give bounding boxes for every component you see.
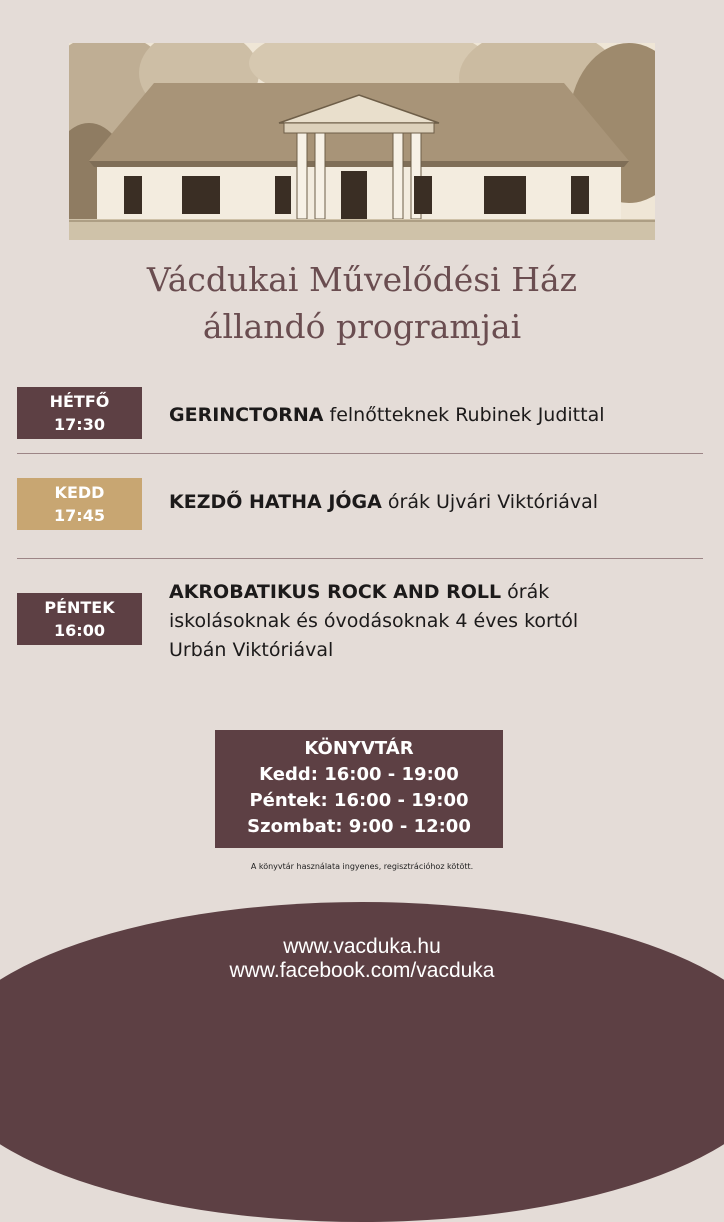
- building-illustration: [69, 43, 655, 240]
- facebook-link[interactable]: www.facebook.com/vacduka: [229, 959, 495, 982]
- program-item: [169, 401, 689, 430]
- page-subtitle: állandó programjai: [202, 307, 522, 346]
- divider: [17, 558, 703, 559]
- program-details-line: iskolásoknak és óvodásoknak 4 éves kortól: [169, 610, 579, 632]
- program-name: KEZDŐ HATHA JÓGA: [169, 491, 382, 513]
- library-hours-row: Kedd: 16:00 - 19:00: [259, 764, 459, 785]
- program-details: felnőtteknek Rubinek Judittal: [323, 404, 605, 426]
- badge-day: KEDD: [54, 483, 105, 502]
- program-name: AKROBATIKUS ROCK AND ROLL: [169, 581, 502, 603]
- library-title: KÖNYVTÁR: [304, 738, 414, 759]
- library-note: A könyvtár használata ingyenes, regisztrációhoz kötött.: [250, 862, 474, 871]
- library-hours-box: [215, 730, 503, 848]
- badge-day: PÉNTEK: [44, 598, 115, 617]
- program-item: [169, 578, 689, 665]
- program-details: órák Ujvári Viktóriával: [381, 491, 599, 513]
- program-details: órák: [501, 581, 550, 603]
- badge-day: HÉTFŐ: [49, 392, 110, 411]
- program-name: GERINCTORNA: [169, 404, 324, 426]
- badge-time: 17:30: [54, 415, 105, 434]
- library-hours-row: Péntek: 16:00 - 19:00: [249, 790, 469, 811]
- divider: [17, 453, 703, 454]
- library-hours-row: Szombat: 9:00 - 12:00: [247, 816, 471, 837]
- page-title: Vácdukai Művelődési Ház: [146, 260, 578, 299]
- website-link[interactable]: www.vacduka.hu: [283, 935, 441, 958]
- schedule-badge-friday: [17, 593, 142, 645]
- schedule-badge-monday: [17, 387, 142, 439]
- badge-time: 16:00: [54, 621, 105, 640]
- badge-time: 17:45: [54, 506, 105, 525]
- program-item: [169, 488, 689, 517]
- program-details-line: Urbán Viktóriával: [169, 639, 334, 661]
- schedule-badge-tuesday: [17, 478, 142, 530]
